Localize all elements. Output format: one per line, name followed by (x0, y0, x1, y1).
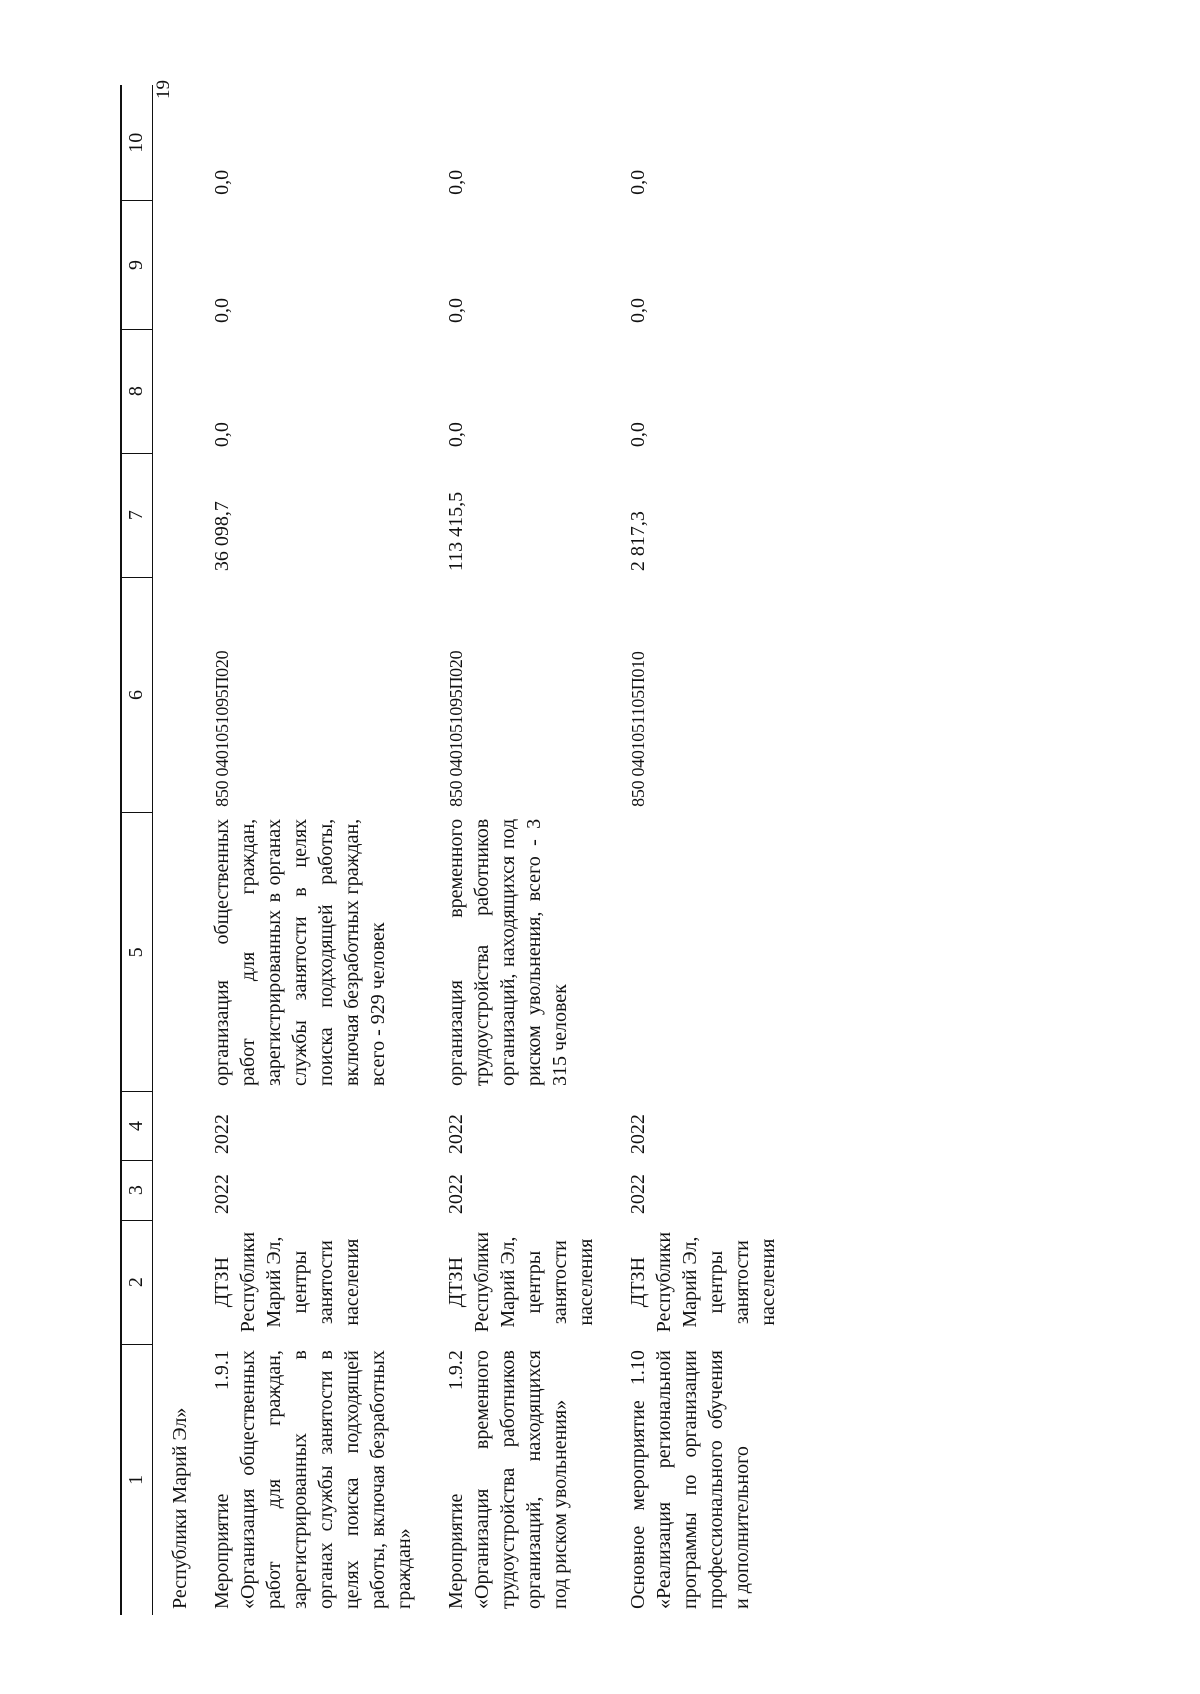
amount-col8: 0,0 (627, 422, 649, 448)
start-year: 2022 (627, 1174, 649, 1215)
table-row (625, 85, 807, 1615)
section-label: Республики Марий Эл» (169, 1407, 191, 1609)
table-row (443, 85, 625, 1615)
measure-name: Мероприятие 1.9.2 «Организация временного трудоустройства работников организаций, находящихся под риском увольнения» (445, 1350, 571, 1609)
header-cell-2: 2 (121, 1220, 153, 1344)
measure-name: Мероприятие 1.9.1 «Организация общественных работ для граждан, зарегистрированных в органах службы занятости в целях поиска подходящей работы, включая безработных граждан» (211, 1350, 415, 1609)
end-year: 2022 (445, 1114, 467, 1155)
budget-code: 850 0401051105П010 (628, 651, 648, 807)
table-row (209, 85, 443, 1615)
header-cell-8: 8 (121, 329, 153, 453)
table-header-row (121, 85, 153, 1615)
start-year: 2022 (445, 1174, 467, 1215)
header-cell-3: 3 (121, 1160, 153, 1220)
executor: ДТЗН Республики Марий Эл, центры занятости населения (211, 1231, 363, 1333)
start-year: 2022 (211, 1174, 233, 1215)
expected-result: организация общественных работ для граждан, зарегистрированных в органах службы занятости в целях поиска подходящей работы, включая безработных граждан, всего - 929 человек (211, 818, 389, 1086)
header-cell-10: 10 (121, 85, 153, 201)
amount-col7: 36 098,7 (211, 501, 233, 572)
budget-code: 850 0401051095П020 (212, 650, 232, 807)
executor: ДТЗН Республики Марий Эл, центры занятости населения (445, 1231, 597, 1333)
header-cell-5: 5 (121, 813, 153, 1092)
amount-col10: 0,0 (627, 169, 649, 195)
header-cell-9: 9 (121, 201, 153, 329)
amount-col9: 0,0 (211, 298, 233, 324)
measure-name: Основное мероприятие 1.10 «Реализация региональной программы по организации профессионального обучения и дополнительного (627, 1350, 753, 1609)
executor: ДТЗН Республики Марий Эл, центры занятости населения (627, 1231, 779, 1333)
amount-col7: 113 415,5 (445, 491, 467, 572)
amount-col7: 2 817,3 (627, 511, 649, 572)
header-cell-6: 6 (121, 577, 153, 813)
page-number: 19 (153, 80, 174, 99)
section-label-row (153, 85, 210, 1615)
budget-code: 850 0401051095П020 (446, 650, 466, 807)
expected-result: организация временного трудоустройства работников организаций, находящихся под риском увольнения, всего - 3 315 человек (445, 818, 571, 1086)
amount-col10: 0,0 (445, 169, 467, 195)
header-cell-4: 4 (121, 1092, 153, 1160)
amount-col9: 0,0 (627, 298, 649, 324)
header-cell-1: 1 (121, 1344, 153, 1615)
expected-result (625, 813, 807, 1092)
amount-col9: 0,0 (445, 298, 467, 324)
end-year: 2022 (627, 1114, 649, 1155)
amount-col8: 0,0 (211, 422, 233, 448)
amount-col10: 0,0 (211, 169, 233, 195)
rotated-table-region (120, 85, 1170, 1615)
program-table (120, 85, 807, 1615)
end-year: 2022 (211, 1114, 233, 1155)
header-cell-7: 7 (121, 453, 153, 577)
amount-col8: 0,0 (445, 422, 467, 448)
